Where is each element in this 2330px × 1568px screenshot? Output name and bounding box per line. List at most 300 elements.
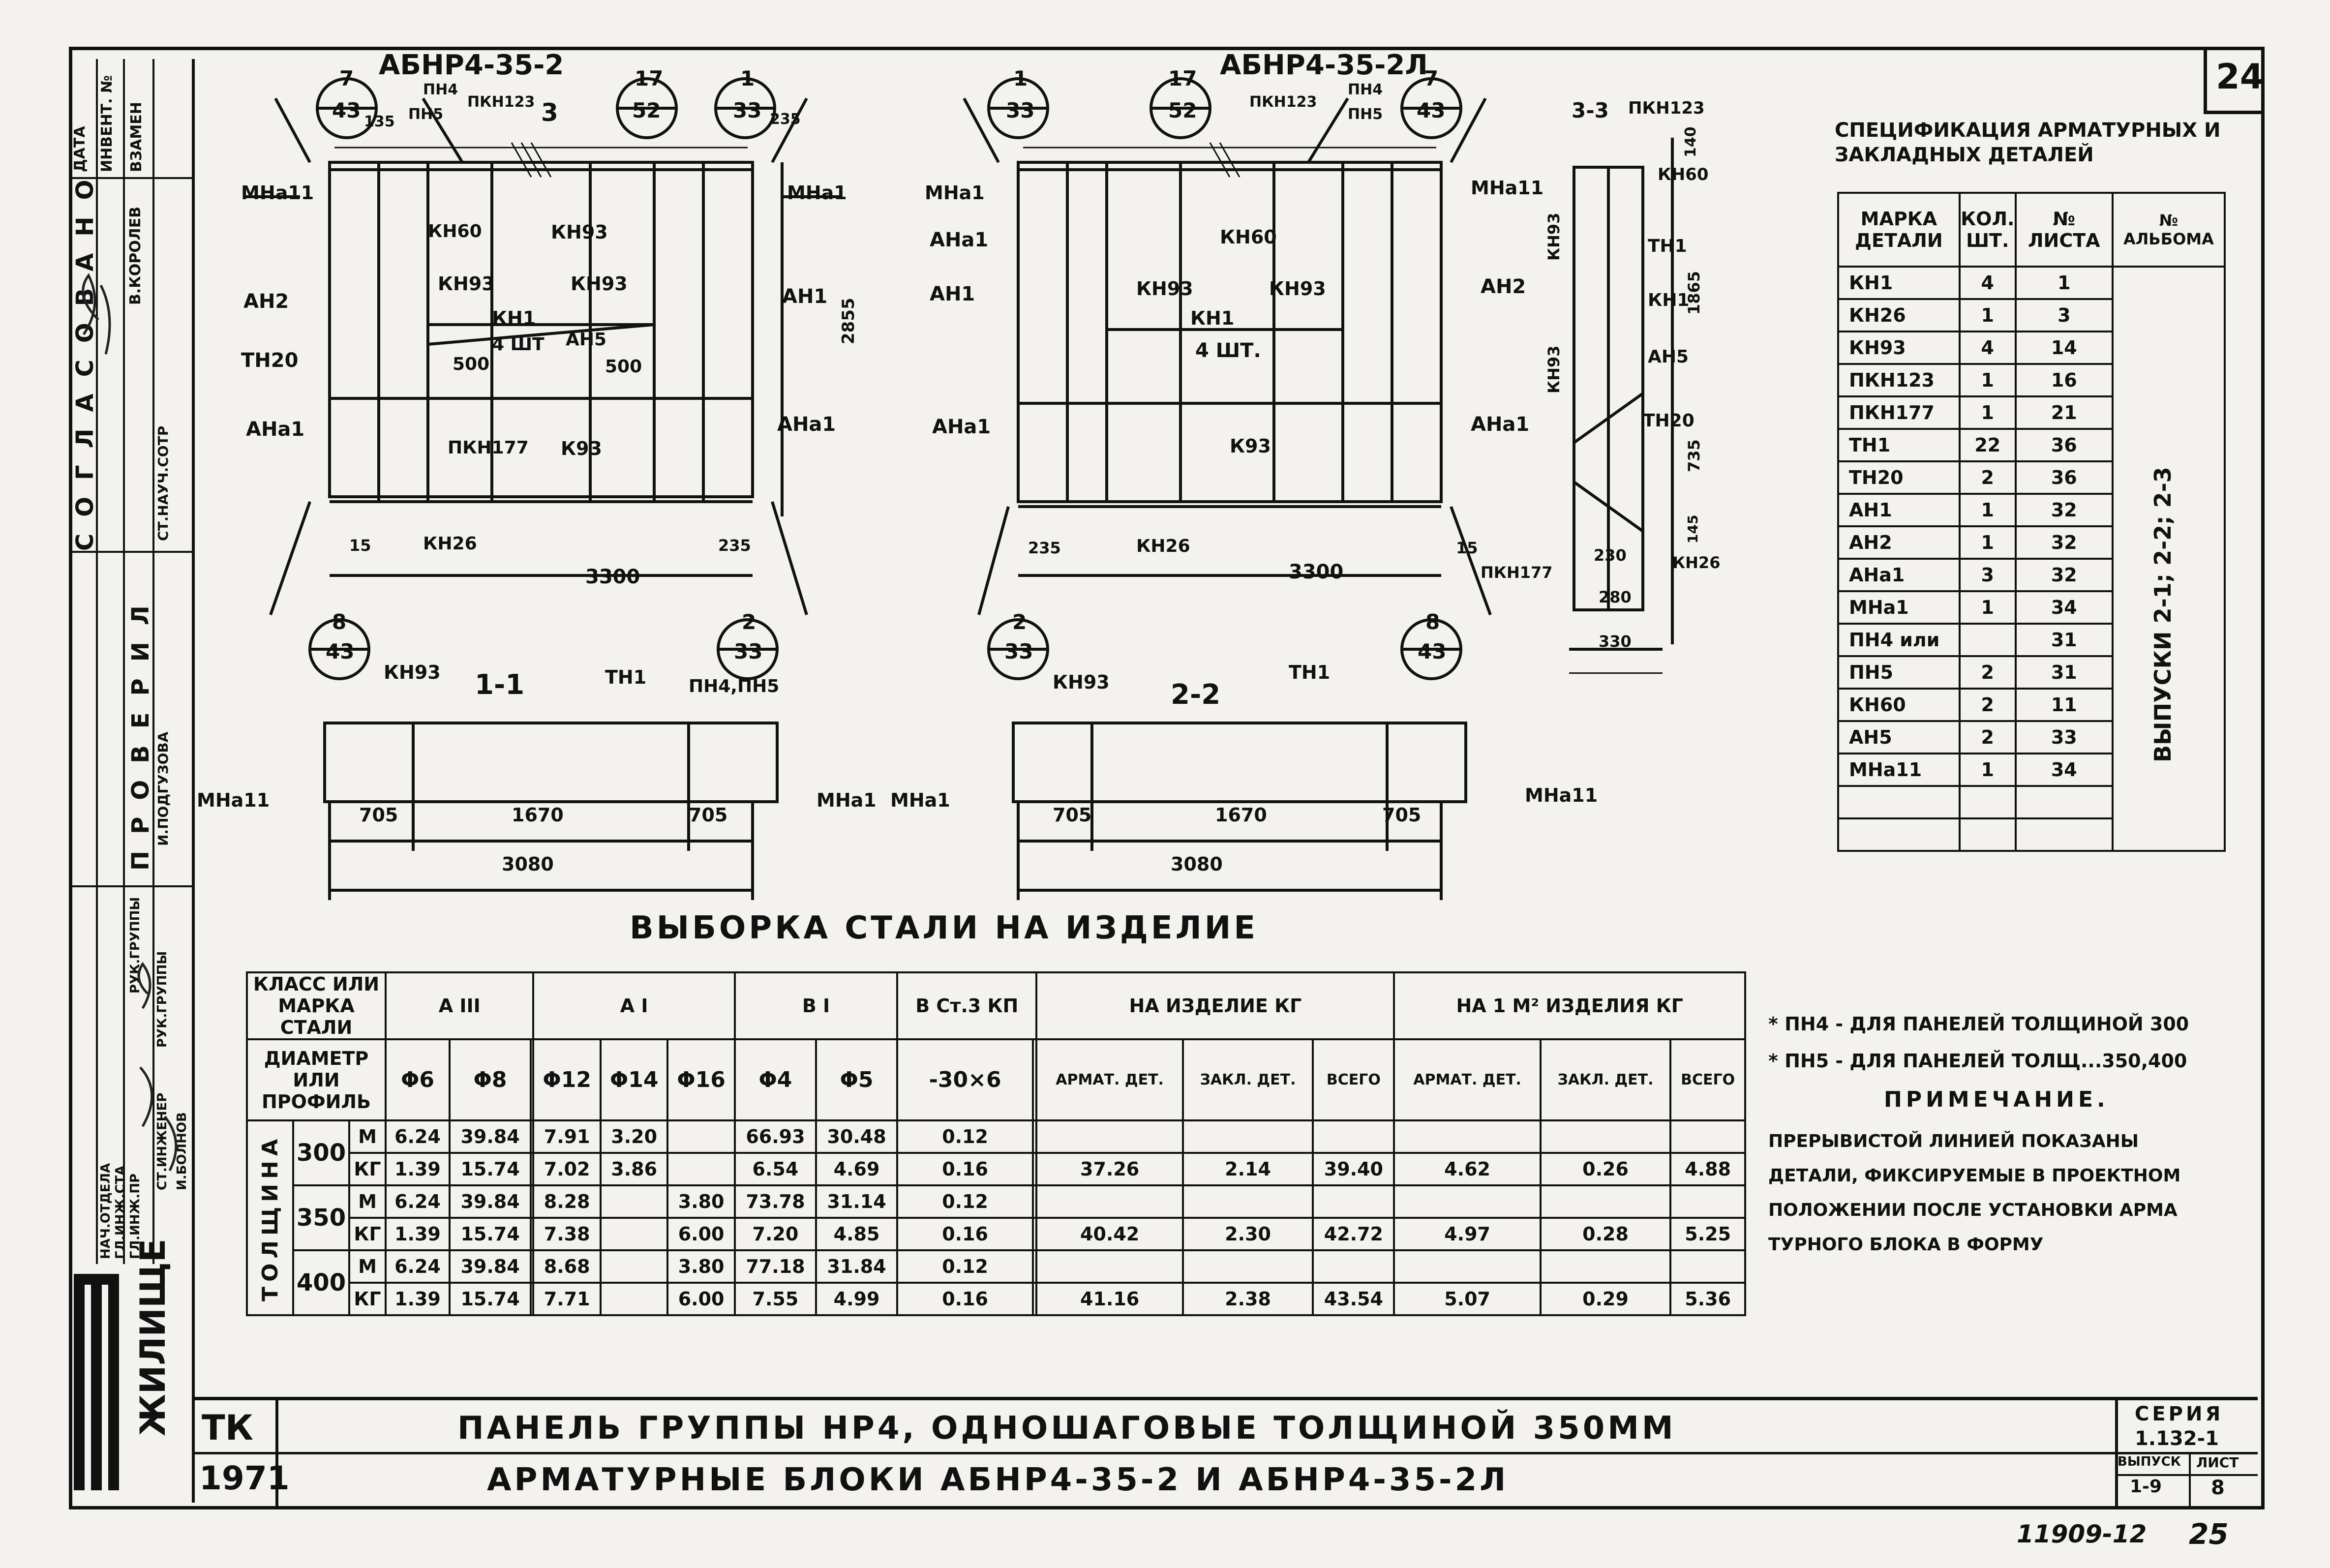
left-label-2855: 2855 [839, 298, 858, 344]
tk-label: ТК [202, 1408, 253, 1448]
spec-cell-sheet: 32 [2016, 494, 2113, 526]
side-kn1: КН1 [1648, 290, 1690, 310]
steel-value [1033, 1283, 1036, 1315]
steel-value: 39.84 [450, 1250, 531, 1283]
left-label-kn93-a: КН93 [551, 221, 608, 243]
left-label-235-top: 235 [770, 111, 801, 128]
steel-sub: АРМАТ. ДЕТ. [1036, 1039, 1182, 1120]
steel-weight [1541, 1185, 1670, 1218]
sheet-label: ЛИСТ [2196, 1454, 2239, 1471]
spec-cell-mark: КН93 [1838, 332, 1960, 364]
steel-value: 31.14 [816, 1185, 897, 1218]
spec-cell-qty [1960, 818, 2016, 851]
steel-diam: Φ14 [601, 1039, 667, 1120]
steel-value: 7.71 [533, 1283, 600, 1315]
steel-value: 8.28 [533, 1185, 600, 1218]
stamp-name-1: В.КОРОЛЕВ [127, 206, 144, 305]
spec-h-album: № АЛЬБОМА [2113, 193, 2225, 267]
steel-value: 1.39 [386, 1218, 450, 1250]
stamp-role-3: РУК.ГРУППЫ [155, 951, 170, 1048]
steel-value: 15.74 [450, 1283, 531, 1315]
right-label-ana1-a: АНа1 [930, 229, 989, 251]
side-kn26: КН26 [1672, 553, 1721, 572]
left-label-section3-top: 3 [541, 98, 558, 127]
steel-weight: 43.54 [1313, 1283, 1394, 1315]
spec-cell-mark: ПКН177 [1838, 396, 1960, 429]
left-label-ana1-a: АНа1 [246, 418, 305, 441]
spec-cell-sheet: 32 [2016, 559, 2113, 591]
steel-g-a3: А III [386, 972, 533, 1039]
left-label-an5: АН5 [566, 330, 607, 350]
right-circle-1-num: 1 [1013, 66, 1028, 90]
issue-label: ВЫПУСК [2118, 1454, 2181, 1469]
side-735: 735 [1685, 439, 1703, 472]
spec-cell-qty [1960, 624, 2016, 656]
stamp-name-3: И.БОЛНОВ [175, 1112, 189, 1190]
spec-cell-qty: 1 [1960, 591, 2016, 624]
steel-thickness-label-cell [247, 1120, 293, 1315]
steel-weight: 2.14 [1183, 1153, 1313, 1185]
steel-diam: Φ6 [386, 1039, 450, 1120]
stamp-role-1: СТ.НАУЧ.СОТР [155, 425, 171, 541]
steel-value: 4.99 [816, 1283, 897, 1315]
spec-cell-mark: КН60 [1838, 689, 1960, 721]
steel-g-product: НА ИЗДЕЛИЕ КГ [1036, 972, 1394, 1039]
spec-cell-sheet: 33 [2016, 721, 2113, 754]
steel-thickness-label: ТОЛЩИНА [257, 1134, 283, 1301]
spec-cell-qty: 2 [1960, 689, 2016, 721]
steel-value: 0.12 [897, 1120, 1033, 1153]
steel-weight [1670, 1185, 1745, 1218]
sec2-3080: 3080 [1171, 853, 1223, 875]
steel-value: 30.48 [816, 1120, 897, 1153]
right-label-k93: К93 [1230, 435, 1271, 457]
steel-value: 66.93 [735, 1120, 816, 1153]
steel-value: 7.55 [735, 1283, 816, 1315]
stamp-role-7: ГЛ.ИНЖ.ПР [128, 1173, 143, 1259]
steel-row [247, 1218, 1745, 1250]
left-circle-3-den: 33 [733, 98, 762, 122]
right-label-4pcs: 4 ШТ. [1195, 339, 1261, 362]
steel-value: 8.68 [533, 1250, 600, 1283]
spec-cell-mark: КН1 [1838, 267, 1960, 299]
spec-cell-qty: 4 [1960, 267, 2016, 299]
steel-value: 39.84 [450, 1120, 531, 1153]
sec2-mna11: МНа11 [1525, 784, 1598, 806]
spec-cell-mark: АН5 [1838, 721, 1960, 754]
spec-cell-qty: 1 [1960, 754, 2016, 786]
right-label-an2: АН2 [1481, 275, 1526, 298]
steel-value: 7.20 [735, 1218, 816, 1250]
steel-diam: Φ5 [816, 1039, 897, 1120]
spec-row [1838, 267, 2225, 299]
steel-weight: 0.28 [1541, 1218, 1670, 1250]
steel-value [601, 1283, 667, 1315]
steel-weight: 4.97 [1394, 1218, 1540, 1250]
side-pkn177: ПКН177 [1481, 563, 1553, 582]
right-circle-3-num: 7 [1424, 66, 1439, 90]
steel-weight: 0.26 [1541, 1153, 1670, 1185]
side-kn60: КН60 [1658, 165, 1709, 184]
right-label-kn93-a: КН93 [1136, 278, 1193, 300]
side-kn93-a: КН93 [1544, 212, 1563, 261]
spec-cell-qty: 2 [1960, 721, 2016, 754]
left-label-500-a: 500 [453, 354, 490, 374]
left-label-kn60: КН60 [428, 221, 482, 241]
steel-sub: ЗАКЛ. ДЕТ. [1541, 1039, 1670, 1120]
sec2-tn1: ТН1 [1289, 662, 1331, 683]
steel-diam [1033, 1039, 1036, 1120]
sec1-705-a: 705 [359, 804, 398, 826]
steel-value: 3.20 [601, 1120, 667, 1153]
issue-value: 1-9 [2130, 1477, 2162, 1497]
page-number: 24 [2216, 57, 2264, 97]
steel-value: 15.74 [450, 1218, 531, 1250]
steel-weight [1394, 1120, 1540, 1153]
spec-cell-sheet: 31 [2016, 656, 2113, 689]
steel-thickness: 400 [293, 1250, 349, 1315]
side-kn93-b: КН93 [1544, 345, 1563, 393]
right-circle-5-den: 43 [1418, 639, 1447, 663]
right-circle-5-num: 8 [1425, 610, 1440, 634]
steel-g-vst: В Ст.3 КП [897, 972, 1036, 1039]
steel-weight [1313, 1250, 1394, 1283]
right-label-pkn123: ПКН123 [1249, 93, 1317, 111]
steel-weight [1670, 1250, 1745, 1283]
org-logo [69, 1238, 192, 1503]
right-circle-4-den: 33 [1004, 639, 1033, 663]
steel-value: 0.12 [897, 1250, 1033, 1283]
stamp-inv: ИНВЕНТ. № [98, 75, 116, 172]
steel-value: 77.18 [735, 1250, 816, 1283]
side-pkn123: ПКН123 [1628, 98, 1705, 118]
section-3-title: 3-3 [1572, 98, 1609, 122]
steel-value: 7.02 [533, 1153, 600, 1185]
side-330: 330 [1599, 632, 1632, 651]
left-label-135: 135 [364, 113, 395, 130]
steel-value: 15.74 [450, 1153, 531, 1185]
note-heading: ПРИМЕЧАНИЕ. [1884, 1087, 2109, 1112]
steel-value [1033, 1120, 1036, 1153]
spec-cell-qty: 3 [1960, 559, 2016, 591]
left-label-mna11: МНа11 [241, 182, 314, 204]
footer-left: 11909-12 [2017, 1520, 2147, 1548]
steel-weight: 41.16 [1036, 1283, 1182, 1315]
sec1-mna11: МНа11 [197, 789, 270, 811]
right-title: АБНР4-35-2Л [1220, 49, 1428, 81]
stamp-replace: ВЗАМЕН [128, 102, 145, 172]
steel-sub: ВСЕГО [1670, 1039, 1745, 1120]
spec-cell-sheet [2016, 818, 2113, 851]
left-label-kn93-b: КН93 [438, 273, 495, 295]
steel-title: ВЫБОРКА СТАЛИ НА ИЗДЕЛИЕ [630, 910, 1259, 946]
side-tn1: ТН1 [1648, 236, 1687, 256]
steel-weight: 39.40 [1313, 1153, 1394, 1185]
spec-h-qty: КОЛ. ШТ. [1960, 193, 2016, 267]
steel-weight [1313, 1120, 1394, 1153]
spec-cell-sheet: 11 [2016, 689, 2113, 721]
steel-value: 3.86 [601, 1153, 667, 1185]
steel-value: 0.16 [897, 1283, 1033, 1315]
left-label-kn26: КН26 [423, 534, 477, 554]
side-1865: 1865 [1685, 271, 1703, 315]
spec-cell-sheet: 36 [2016, 429, 2113, 461]
left-label-an2: АН2 [243, 290, 289, 313]
steel-value: 6.24 [386, 1185, 450, 1218]
steel-value [1033, 1218, 1036, 1250]
spec-cell-qty: 1 [1960, 364, 2016, 396]
spec-cell-qty: 2 [1960, 656, 2016, 689]
left-label-ana1-b: АНа1 [777, 413, 836, 436]
spec-cell-mark: АН2 [1838, 526, 1960, 559]
left-circle-1-num: 7 [339, 66, 354, 90]
left-circle-5-num: 2 [742, 610, 756, 634]
steel-sub: ВСЕГО [1313, 1039, 1394, 1120]
sec1-kn93: КН93 [384, 662, 441, 683]
steel-weight: 40.42 [1036, 1218, 1182, 1250]
spec-cell-sheet: 14 [2016, 332, 2113, 364]
sec2-705-a: 705 [1053, 804, 1092, 826]
steel-value [1033, 1185, 1036, 1218]
left-label-500-b: 500 [605, 357, 642, 377]
right-label-pn5: ПН5 [1348, 106, 1383, 123]
spec-cell-mark: ПН5 [1838, 656, 1960, 689]
spec-cell-sheet: 3 [2016, 299, 2113, 332]
spec-cell-mark [1838, 786, 1960, 818]
sec2-mna1: МНа1 [890, 789, 950, 811]
section-1-title: 1-1 [475, 669, 525, 701]
spec-cell-sheet: 32 [2016, 526, 2113, 559]
steel-value: 1.39 [386, 1153, 450, 1185]
sec2-1670: 1670 [1215, 804, 1267, 826]
left-label-235: 235 [718, 536, 751, 555]
title-line-1: ПАНЕЛЬ ГРУППЫ НР4, ОДНОШАГОВЫЕ ТОЛЩИНОЙ 350ММ [457, 1410, 1676, 1447]
steel-unit: КГ [349, 1218, 386, 1250]
spec-cell-qty: 22 [1960, 429, 2016, 461]
signatures [69, 59, 192, 1264]
spec-cell-sheet: 34 [2016, 591, 2113, 624]
right-label-mna11: МНа11 [1471, 177, 1544, 199]
steel-value [601, 1250, 667, 1283]
series-label: СЕРИЯ [2135, 1403, 2224, 1425]
spec-h-mark: МАРКА ДЕТАЛИ [1838, 193, 1960, 267]
steel-class-label: КЛАСС ИЛИ МАРКА СТАЛИ [247, 972, 386, 1039]
right-circle-1-den: 33 [1006, 98, 1035, 122]
steel-value: 4.85 [816, 1218, 897, 1250]
section-2-title: 2-2 [1171, 679, 1221, 711]
note-line-4: ТУРНОГО БЛОКА В ФОРМУ [1768, 1235, 2044, 1255]
spec-cell-qty: 4 [1960, 332, 2016, 364]
steel-sub: ЗАКЛ. ДЕТ. [1183, 1039, 1313, 1120]
logo-mark [69, 1264, 128, 1500]
steel-unit: М [349, 1120, 386, 1153]
right-label-pn4: ПН4 [1348, 81, 1383, 98]
steel-unit: М [349, 1185, 386, 1218]
spec-cell-sheet: 36 [2016, 461, 2113, 494]
stamp-role-5: НАЧ.ОТДЕЛА [98, 1163, 113, 1259]
steel-weight [1183, 1120, 1313, 1153]
spec-cell-sheet: 34 [2016, 754, 2113, 786]
steel-thickness: 350 [293, 1185, 349, 1250]
spec-cell-qty: 1 [1960, 526, 2016, 559]
side-145: 145 [1685, 514, 1701, 543]
steel-row [247, 1185, 1745, 1218]
steel-value: 6.00 [667, 1218, 734, 1250]
steel-thickness: 300 [293, 1120, 349, 1185]
right-label-kn93-b: КН93 [1269, 278, 1326, 300]
left-label-pn5: ПН5 [408, 106, 444, 123]
steel-weight [1036, 1120, 1182, 1153]
steel-diam: -30×6 [897, 1039, 1033, 1120]
left-stamp [69, 59, 195, 1503]
left-circle-3-num: 1 [740, 66, 755, 90]
right-label-ana1-c: АНа1 [1471, 413, 1530, 436]
spec-cell-mark: АНа1 [1838, 559, 1960, 591]
spec-cell-qty [1960, 786, 2016, 818]
spec-h-sheet: № ЛИСТА [2016, 193, 2113, 267]
spec-cell-mark: АН1 [1838, 494, 1960, 526]
spec-cell-mark: ТН1 [1838, 429, 1960, 461]
note-line-2: ДЕТАЛИ, ФИКСИРУЕМЫЕ В ПРОЕКТНОМ [1768, 1166, 2181, 1186]
steel-value [601, 1218, 667, 1250]
sec1-tn1: ТН1 [605, 666, 647, 688]
steel-weight [1670, 1120, 1745, 1153]
spec-album: ВЫПУСКИ 2-1; 2-2; 2-3 [2149, 467, 2176, 762]
left-label-tn20: ТН20 [241, 349, 299, 372]
steel-value: 3.80 [667, 1185, 734, 1218]
left-circle-2-num: 17 [635, 66, 664, 90]
right-circle-2-num: 17 [1168, 66, 1197, 90]
spec-title: СПЕЦИФИКАЦИЯ АРМАТУРНЫХ И ЗАКЛАДНЫХ ДЕТАЛЕЙ [1835, 119, 2221, 166]
stamp-name-2: И.ПОДГУЗОВА [155, 731, 171, 846]
steel-weight: 2.38 [1183, 1283, 1313, 1315]
left-label-pkn123: ПКН123 [467, 93, 535, 111]
left-label-4pcs: 4 ШТ [492, 334, 545, 355]
right-circle-3-den: 43 [1417, 98, 1446, 122]
stamp-checked: ПРОВЕРИЛ [127, 589, 154, 871]
steel-unit: КГ [349, 1153, 386, 1185]
sec1-1670: 1670 [512, 804, 564, 826]
steel-row [247, 1250, 1745, 1283]
steel-row [247, 1283, 1745, 1315]
sec1-705-b: 705 [689, 804, 728, 826]
right-label-kn26: КН26 [1136, 536, 1190, 556]
right-circle-4-num: 2 [1012, 610, 1027, 634]
steel-value: 1.39 [386, 1283, 450, 1315]
steel-weight: 4.62 [1394, 1153, 1540, 1185]
note-2: * ПН5 - ДЛЯ ПАНЕЛЕЙ ТОЛЩ...350,400 [1768, 1050, 2187, 1072]
steel-weight: 37.26 [1036, 1153, 1182, 1185]
sec2-705-b: 705 [1382, 804, 1422, 826]
sec1-pn45: ПН4,ПН5 [689, 676, 780, 696]
steel-g-a1: А I [533, 972, 734, 1039]
right-label-ana1-b: АНа1 [932, 416, 991, 438]
steel-unit: КГ [349, 1283, 386, 1315]
spec-cell-mark: МНа1 [1838, 591, 1960, 624]
spec-cell-mark: ПН4 или [1838, 624, 1960, 656]
right-label-15: 15 [1456, 539, 1478, 557]
steel-value: 0.16 [897, 1153, 1033, 1185]
right-circle-2-den: 52 [1168, 98, 1197, 122]
spec-cell-qty: 1 [1960, 396, 2016, 429]
right-label-3300: 3300 [1289, 561, 1344, 583]
spec-cell-mark: КН26 [1838, 299, 1960, 332]
steel-value: 0.16 [897, 1218, 1033, 1250]
left-label-15: 15 [349, 536, 371, 555]
drawing-left-lines [216, 49, 895, 910]
steel-weight [1036, 1250, 1182, 1283]
spec-cell-qty: 1 [1960, 299, 2016, 332]
steel-value: 0.12 [897, 1185, 1033, 1218]
steel-value: 7.91 [533, 1120, 600, 1153]
left-circle-2-den: 52 [632, 98, 661, 122]
page-number-box [2204, 47, 2264, 114]
note-line-1: ПРЕРЫВИСТОЙ ЛИНИЕЙ ПОКАЗАНЫ [1768, 1131, 2139, 1151]
steel-weight [1394, 1185, 1540, 1218]
left-label-kn1: КН1 [492, 307, 536, 329]
steel-value: 6.54 [735, 1153, 816, 1185]
stamp-agreed: СОГЛАСОВАНО [71, 163, 99, 551]
year-label: 1971 [199, 1459, 290, 1497]
spec-cell-sheet: 31 [2016, 624, 2113, 656]
spec-cell-qty: 1 [1960, 494, 2016, 526]
steel-diam-label: ДИАМЕТР ИЛИ ПРОФИЛЬ [247, 1039, 386, 1120]
left-label-mna1: МНа1 [787, 182, 847, 204]
steel-weight [1541, 1120, 1670, 1153]
note-line-3: ПОЛОЖЕНИИ ПОСЛЕ УСТАНОВКИ АРМА [1768, 1200, 2178, 1220]
steel-weight: 5.36 [1670, 1283, 1745, 1315]
left-label-k93: К93 [561, 438, 602, 459]
steel-weight [1541, 1250, 1670, 1283]
steel-value [601, 1185, 667, 1218]
left-label-3300: 3300 [585, 566, 640, 588]
steel-unit: М [349, 1250, 386, 1283]
steel-weight [1036, 1185, 1182, 1218]
footer-right: 25 [2189, 1517, 2229, 1551]
sec1-3080: 3080 [502, 853, 554, 875]
steel-value: 31.84 [816, 1250, 897, 1283]
spec-cell-mark [1838, 818, 1960, 851]
steel-row [247, 1153, 1745, 1185]
side-230: 230 [1594, 546, 1627, 565]
sec2-kn93: КН93 [1053, 671, 1110, 693]
note-1: * ПН4 - ДЛЯ ПАНЕЛЕЙ ТОЛЩИНОЙ 300 [1768, 1013, 2189, 1035]
steel-diam: Φ4 [735, 1039, 816, 1120]
steel-weight: 5.07 [1394, 1283, 1540, 1315]
steel-diam: Φ8 [450, 1039, 531, 1120]
right-label-mna1: МНа1 [925, 182, 985, 204]
steel-value: 73.78 [735, 1185, 816, 1218]
title-block [192, 1397, 2258, 1506]
sec1-mna1: МНа1 [817, 789, 877, 811]
steel-weight [1394, 1250, 1540, 1283]
left-label-an1: АН1 [782, 285, 828, 308]
steel-value: 3.80 [667, 1250, 734, 1283]
spec-cell-mark: ПКН123 [1838, 364, 1960, 396]
steel-table [246, 971, 1746, 1316]
right-label-an1: АН1 [930, 283, 975, 305]
org-name: ЖИЛИЩЕ [133, 1238, 173, 1436]
sheet-value: 8 [2211, 1477, 2225, 1499]
left-label-pkn177: ПКН177 [448, 438, 529, 458]
steel-weight [1183, 1185, 1313, 1218]
steel-value: 4.69 [816, 1153, 897, 1185]
steel-value: 6.24 [386, 1120, 450, 1153]
left-label-pn4: ПН4 [423, 81, 458, 98]
steel-g-b1: В I [735, 972, 897, 1039]
spec-cell-sheet [2016, 786, 2113, 818]
steel-g-m2: НА 1 М² ИЗДЕЛИЯ КГ [1394, 972, 1745, 1039]
